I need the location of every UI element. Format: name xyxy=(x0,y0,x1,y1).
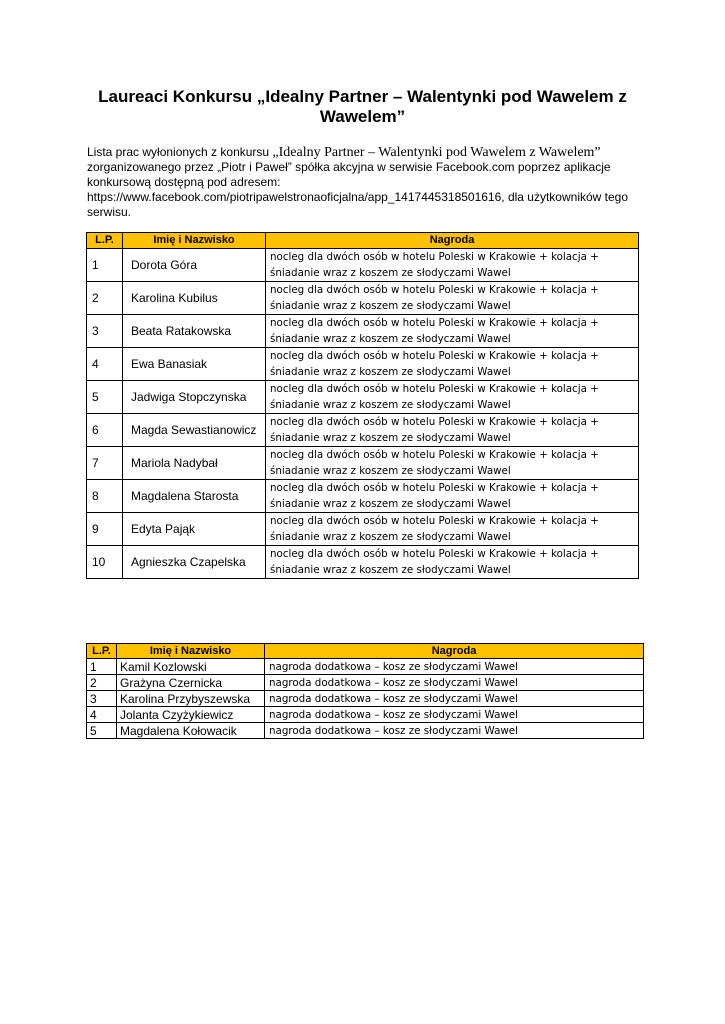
cell-name: Jadwiga Stopczynska xyxy=(123,381,266,414)
cell-name: Beata Ratakowska xyxy=(123,315,266,348)
cell-prize xyxy=(266,381,639,414)
table-header-row xyxy=(87,644,644,659)
table-row xyxy=(87,447,639,480)
cell-lp: 3 xyxy=(87,315,123,348)
column-header-lp: L.P. xyxy=(87,233,123,249)
cell-prize: nagroda dodatkowa – kosz ze słodyczami Wawel xyxy=(265,659,644,675)
prize-line: śniadanie wraz z koszem ze słodyczami Wawel xyxy=(270,498,511,510)
cell-prize: nagroda dodatkowa – kosz ze słodyczami Wawel xyxy=(265,691,644,707)
prize-line: nocleg dla dwóch osób w hotelu Poleski w Krakowie + kolacja + xyxy=(270,482,599,494)
cell-name: Jolanta Czyżykiewicz xyxy=(117,707,265,723)
prize-line: nocleg dla dwóch osób w hotelu Poleski w Krakowie + kolacja + xyxy=(270,317,599,329)
table-row xyxy=(87,315,639,348)
prize-line: nocleg dla dwóch osób w hotelu Poleski w Krakowie + kolacja + xyxy=(270,548,599,560)
prize-line: śniadanie wraz z koszem ze słodyczami Wawel xyxy=(270,432,511,444)
cell-name: Grażyna Czernicka xyxy=(117,675,265,691)
cell-lp: 2 xyxy=(87,282,123,315)
cell-prize xyxy=(266,480,639,513)
cell-lp: 5 xyxy=(87,723,117,739)
cell-prize xyxy=(266,249,639,282)
cell-lp: 10 xyxy=(87,546,123,579)
cell-lp: 3 xyxy=(87,691,117,707)
cell-prize xyxy=(266,348,639,381)
table-row xyxy=(87,691,644,707)
prize-line: nocleg dla dwóch osób w hotelu Poleski w Krakowie + kolacja + xyxy=(270,350,599,362)
prize-line: śniadanie wraz z koszem ze słodyczami Wawel xyxy=(270,267,511,279)
prize-line: śniadanie wraz z koszem ze słodyczami Wawel xyxy=(270,531,511,543)
cell-prize xyxy=(266,447,639,480)
cell-lp: 4 xyxy=(87,707,117,723)
cell-name: Mariola Nadybał xyxy=(123,447,266,480)
cell-name: Ewa Banasiak xyxy=(123,348,266,381)
cell-name: Edyta Pająk xyxy=(123,513,266,546)
cell-prize xyxy=(266,414,639,447)
page-title: Laureaci Konkursu „Idealny Partner – Walentynki pod Wawelem z Wawelem” xyxy=(98,87,627,126)
table-row xyxy=(87,723,644,739)
table-row xyxy=(87,381,639,414)
prize-line: śniadanie wraz z koszem ze słodyczami Wawel xyxy=(270,300,511,312)
prize-line: nocleg dla dwóch osób w hotelu Poleski w Krakowie + kolacja + xyxy=(270,449,599,461)
cell-lp: 1 xyxy=(87,659,117,675)
cell-prize: nagroda dodatkowa – kosz ze słodyczami Wawel xyxy=(265,675,644,691)
prize-line: śniadanie wraz z koszem ze słodyczami Wawel xyxy=(270,366,511,378)
table-row xyxy=(87,348,639,381)
table-row xyxy=(87,707,644,723)
column-header-name: Imię i Nazwisko xyxy=(123,233,266,249)
table-row xyxy=(87,414,639,447)
cell-prize xyxy=(266,546,639,579)
prize-line: śniadanie wraz z koszem ze słodyczami Wawel xyxy=(270,564,511,576)
cell-lp: 2 xyxy=(87,675,117,691)
intro-contest-name: „Idealny Partner – Walentynki pod Wawelem z Wawelem” xyxy=(272,145,601,160)
cell-prize: nagroda dodatkowa – kosz ze słodyczami Wawel xyxy=(265,707,644,723)
cell-lp: 4 xyxy=(87,348,123,381)
cell-name: Kamil Kozlowski xyxy=(117,659,265,675)
prize-line: nocleg dla dwóch osób w hotelu Poleski w Krakowie + kolacja + xyxy=(270,383,599,395)
table-row xyxy=(87,480,639,513)
cell-name: Magdalena Kołowacik xyxy=(117,723,265,739)
intro-text-start: Lista prac wyłonionych z konkursu xyxy=(87,145,273,159)
prize-line: śniadanie wraz z koszem ze słodyczami Wawel xyxy=(270,465,511,477)
cell-lp: 6 xyxy=(87,414,123,447)
table-row xyxy=(87,546,639,579)
column-header-prize: Nagroda xyxy=(265,644,644,659)
intro-text-end: zorganizowanego przez „Piotr i Paweł” spółka akcyjna w serwisie Facebook.com poprzez aplikacje konkursową dostępną pod adresem: https://www.facebook.com/piotripawelstronaoficjalna/app_1417445318501616, dla użytkowników tego serwisu. xyxy=(87,160,629,219)
table-row xyxy=(87,513,639,546)
prize-line: śniadanie wraz z koszem ze słodyczami Wawel xyxy=(270,333,511,345)
prize-line: nocleg dla dwóch osób w hotelu Poleski w Krakowie + kolacja + xyxy=(270,515,599,527)
cell-lp: 9 xyxy=(87,513,123,546)
cell-prize xyxy=(266,513,639,546)
cell-name: Dorota Góra xyxy=(123,249,266,282)
table-row xyxy=(87,249,639,282)
extra-prizes-table xyxy=(86,643,644,739)
winners-table xyxy=(86,232,639,579)
cell-lp: 8 xyxy=(87,480,123,513)
cell-name: Magda Sewastianowicz xyxy=(123,414,266,447)
cell-lp: 1 xyxy=(87,249,123,282)
cell-prize xyxy=(266,282,639,315)
cell-name: Magdalena Starosta xyxy=(123,480,266,513)
prize-line: nocleg dla dwóch osób w hotelu Poleski w Krakowie + kolacja + xyxy=(270,284,599,296)
column-header-name: Imię i Nazwisko xyxy=(117,644,265,659)
cell-lp: 7 xyxy=(87,447,123,480)
table-row xyxy=(87,675,644,691)
table-row xyxy=(87,282,639,315)
column-header-prize: Nagroda xyxy=(266,233,639,249)
cell-name: Karolina Kubilus xyxy=(123,282,266,315)
prize-line: śniadanie wraz z koszem ze słodyczami Wawel xyxy=(270,399,511,411)
cell-name: Agnieszka Czapelska xyxy=(123,546,266,579)
column-header-lp: L.P. xyxy=(87,644,117,659)
intro-paragraph xyxy=(87,145,643,220)
table-header-row xyxy=(87,233,639,249)
prize-line: nocleg dla dwóch osób w hotelu Poleski w Krakowie + kolacja + xyxy=(270,416,599,428)
cell-name: Karolina Przybyszewska xyxy=(117,691,265,707)
cell-prize xyxy=(266,315,639,348)
cell-lp: 5 xyxy=(87,381,123,414)
table-row xyxy=(87,659,644,675)
prize-line: nocleg dla dwóch osób w hotelu Poleski w Krakowie + kolacja + xyxy=(270,251,599,263)
cell-prize: nagroda dodatkowa – kosz ze słodyczami Wawel xyxy=(265,723,644,739)
